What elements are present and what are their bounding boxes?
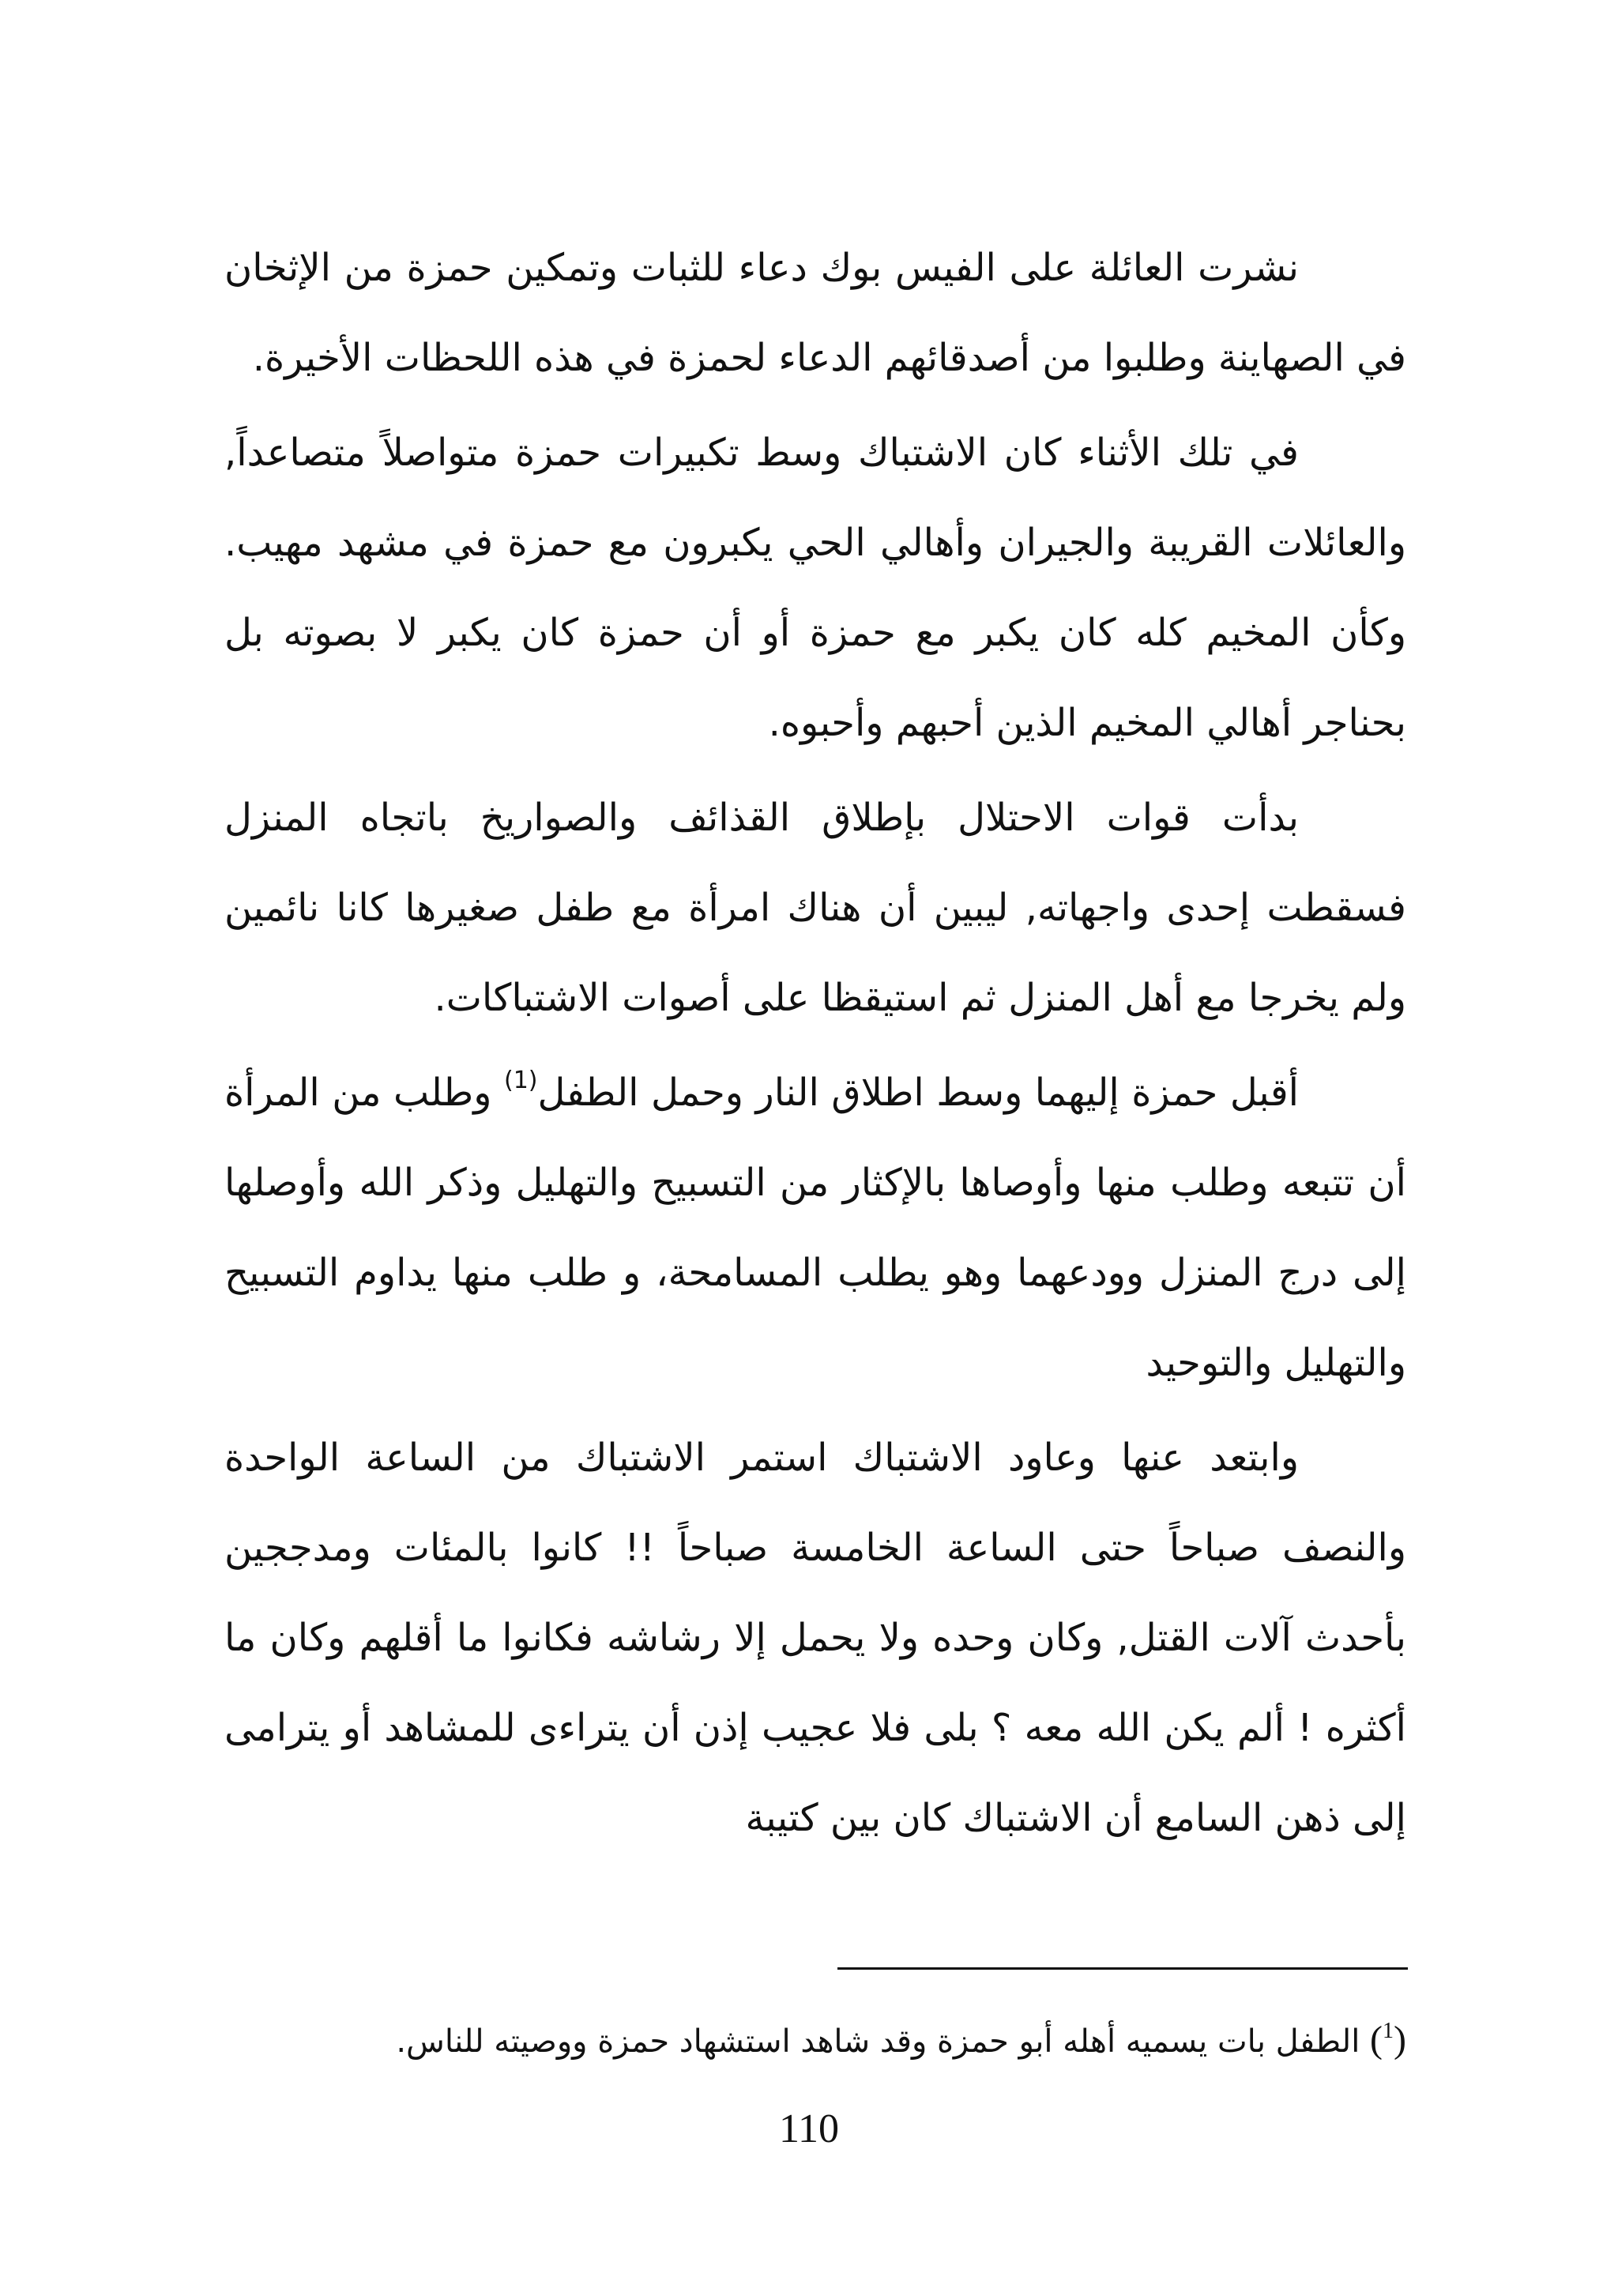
footnote-open-paren: ( bbox=[1394, 2019, 1406, 2061]
footnote-number bbox=[1370, 2019, 1406, 2061]
footnote bbox=[224, 2016, 1406, 2065]
footnote-number-digit: 1 bbox=[1383, 2019, 1394, 2043]
paragraph-text-before-marker: أقبل حمزة إليهما وسط اطلاق النار وحمل الطفل bbox=[537, 1071, 1300, 1115]
paragraph-child-rescue bbox=[224, 1048, 1406, 1408]
footnote-close-paren: ) bbox=[1370, 2019, 1383, 2061]
paragraph-takbeer: في تلك الأثناء كان الاشتباك وسط تكبيرات حمزة متواصلاً متصاعداً, والعائلات القريبة والجيران وأهالي الحي يكبرون مع حمزة في مشهد مهيب. وكأن المخيم كله كان يكبر مع حمزة أو أن حمزة كان يكبر لا بصوته بل بحناجر أهالي المخيم الذين أحبهم وأحبوه. bbox=[224, 431, 1406, 745]
paragraph-shelling: بدأت قوات الاحتلال بإطلاق القذائف والصواريخ باتجاه المنزل فسقطت إحدى واجهاته, ليبين أن هناك امرأة مع طفل صغيرها كانا نائمين ولم يخرجا مع أهل المنزل ثم استيقظا على أصوات الاشتباكات. bbox=[224, 796, 1406, 1020]
paragraph-family-prayer: نشرت العائلة على الفيس بوك دعاء للثبات وتمكين حمزة من الإثخان في الصهاينة وطلبوا من أصدقائهم الدعاء لحمزة في هذه اللحظات الأخيرة. bbox=[224, 246, 1406, 380]
page-number: 110 bbox=[778, 2106, 840, 2151]
footnote-separator bbox=[837, 1967, 1408, 1970]
footnote-marker[interactable]: (1) bbox=[503, 1067, 538, 1094]
body-text bbox=[224, 223, 1406, 1868]
footnote-text: الطفل بات يسميه أهله أبو حمزة وقد شاهد استشهاد حمزة ووصيته للناس. bbox=[396, 2023, 1371, 2060]
paragraph-battle: وابتعد عنها وعاود الاشتباك استمر الاشتباك من الساعة الواحدة والنصف صباحاً حتى الساعة الخامسة صباحاً !! كانوا بالمئات ومدججين بأحدث آلات القتل, وكان وحده ولا يحمل إلا رشاشه فكانوا ما أقلهم وكان ما أكثره ! ألم يكن الله معه ؟ بلى فلا عجيب إذن أن يتراءى للمشاهد أو يترامى إلى ذهن السامع أن الاشتباك كان بين كتيبة bbox=[224, 1436, 1406, 1840]
paragraph-text-after-marker: وطلب من المرأة أن تتبعه وطلب منها وأوصاها بالإكثار من التسبيح والتهليل وذكر الله وأوصلها إلى درج المنزل وودعهما وهو يطلب المسامحة، و طلب منها يداوم التسبيح والتهليل والتوحيد bbox=[224, 1071, 1406, 1385]
